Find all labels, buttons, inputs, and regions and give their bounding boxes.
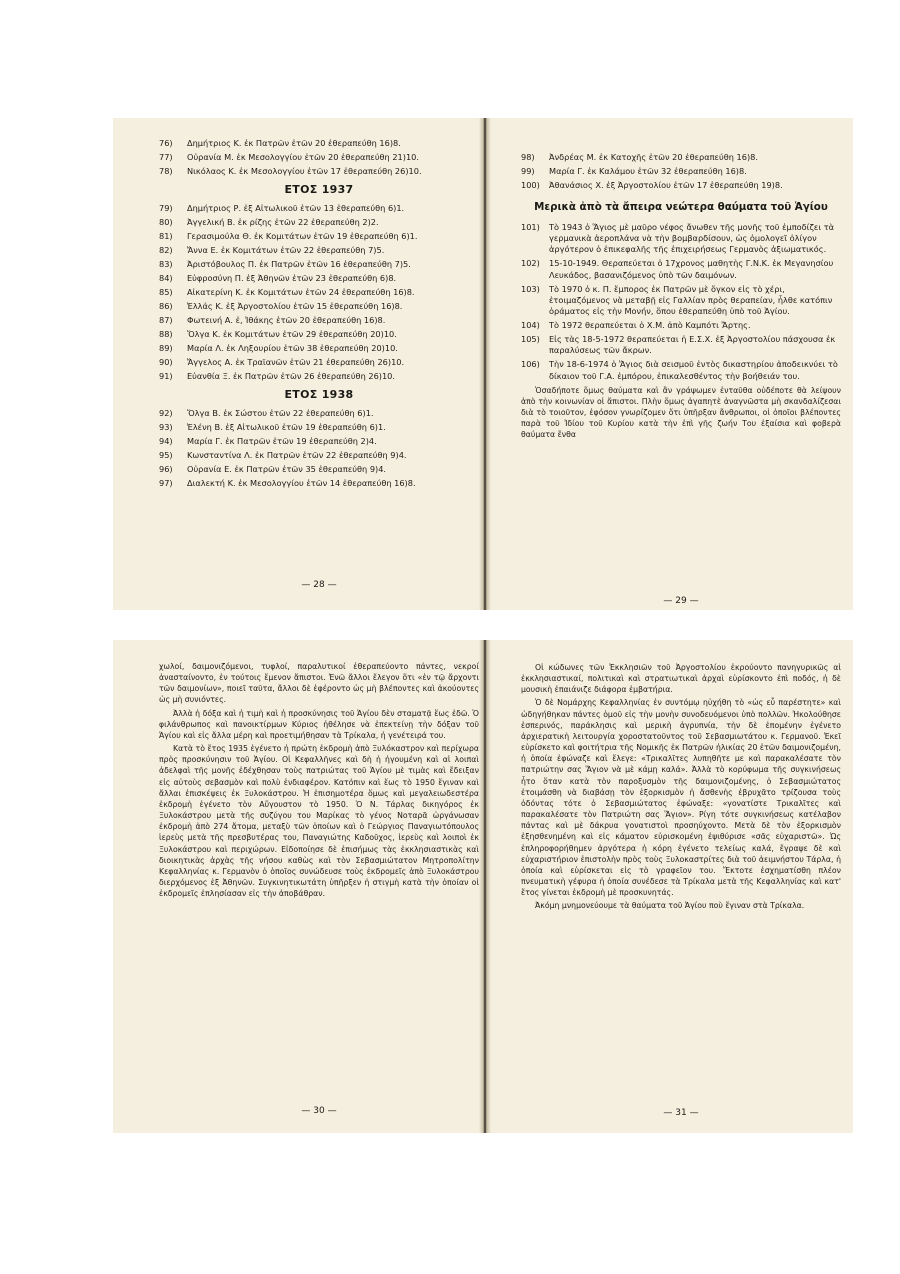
list-item	[159, 371, 479, 382]
entry-text: Ὄλγα Κ. ἐκ Κομιτάτων ἐτῶν 29 ἐθεραπεύθη 20)10.	[187, 329, 397, 340]
entry-number: 105)	[521, 334, 540, 345]
top-spread	[113, 118, 853, 610]
entry-text: Δημήτριος Ρ. ἐξ Αἰτωλικοῦ ἐτῶν 13 ἐθεραπεύθη 6)1.	[187, 203, 405, 214]
entry-number: 80)	[159, 217, 173, 228]
entry-text: Ὄλγα Β. ἐκ Σώστου ἐτῶν 22 ἐθεραπεύθη 6)1.	[187, 408, 374, 419]
page-31-paragraph-2: Ὁ δὲ Νομάρχης Κεφαλληνίας ἐν συντόμῳ ηὐχήθη τὸ «ὡς εὖ παρέστητε» καὶ ὡδηγήθηκαν πάντες ὁμοῦ εἰς τὴν μονὴν συνοδευόμενοι ὑπὸ πολλῶν. Ἠκολούθησε ἑσπερινός, παράκλησις καὶ μερικὴ ἀγρυπνία, τὴν δὲ ἑπομένην ἐγένετο ἀρχιερατικὴ λειτουργία χοροστατοῦντος τοῦ Σεβασμιωτάτου κ. Γερμανοῦ. Ἐκεῖ εὑρίσκετο καὶ φοιτήτρια τῆς Νομικῆς ἐκ Πατρῶν ἡλικίας 20 ἐτῶν δαιμονιζομένη, ἡ ὁποία ἐφώναζε καὶ ἔλεγε: «Τρικαλῖτες λυπηθῆτε με καὶ παρακαλέσατε τὸν πατριώτην σας Ἅγιον νὰ μὲ κάμῃ καλά». Ἀλλὰ τὸ κορύφωμα τῆς συγκινήσεως ἦτο ὅταν κατὰ τὸν παροξυσμὸν τῆς δαιμονιζομένης, ὁ Σεβασμιώτατος ἑτοιμάσθη νὰ διαβάσῃ τὸν ἐξορκισμὸν ἡ ἄσθενὴς ἐβρυχᾶτο τρίζουσα τοὺς ὀδόντας τότε ὁ Σεβασμιώτατος ἐφώναξε: «γονατίστε Τρικαλῖτες καὶ παρακαλέσατε τὸν Πατριώτη σας Ἅγιον». Ρίγη τότε συγκινήσεως κατέλαβον πάντας καὶ μὲ δάκρυα γονατιστοὶ προσηύχοντο. Μετὰ δὲ τὸν ἐξορκισμὸν ἐξησθενημένη καὶ εἰς κάματον εὑρισκομένη ἐψιθύρισε «σᾶς εὐχαριστῶ». Ὡς ἐπληροφορήθημεν ἀργότερα ἡ κόρη ἐγένετο τελείως καλά, ἔγραψε δὲ καὶ εὐχαριστήριον ἐπιστολὴν πρὸς τοὺς Ξυλοκαστρίτες διὰ τοῦ ἀειμνήστου Τάρλα, ἡ ὁποία καὶ εὑρίσκεται εἰς τὸ γραφεῖον του. Ἔκτοτε ἐσχηματίσθη πλέον πνευματικὴ γέφυρα ἡ ὁποία συνέδεσε τὰ Τρίκαλα μετὰ τῆς Κεφαλληνίας καὶ κατ' ἔτος γίνεται ἐκδρομὴ μὲ προσκυνητάς.	[521, 698, 841, 898]
entry-number: 101)	[521, 221, 540, 232]
entry-text: Οὐρανία Μ. ἐκ Μεσολογγίου ἐτῶν 20 ἐθεραπεύθη 21)10.	[187, 151, 419, 162]
folio-31: — 31 —	[663, 1108, 699, 1118]
entry-text: 15-10-1949. Θεραπεύεται ὁ 17χρονος μαθητὴς Γ.Ν.Κ. ἐκ Μεγανησίου Λευκάδος, βασανιζόμενος ὑπὸ τῶν δαιμόνων.	[549, 258, 834, 280]
entry-number: 97)	[159, 478, 173, 489]
entry-number: 79)	[159, 203, 173, 214]
entry-text: Τὸ 1943 ὁ Ἅγιος μὲ μαῦρο νέφος ἄνωθεν τῆς μονῆς τοῦ ἐμποδίζει τὰ γερμανικὰ ἀεροπλάνα νὰ τὴν βομβαρδίσουν, ὡς ὁμολογεῖ ὀλίγον ἀργότερον ὁ ἐπικεφαλῆς τῆς ἐπιχειρήσεως Γερμανὸς ἀξιωματικός.	[549, 221, 835, 255]
entry-number: 84)	[159, 273, 173, 284]
book-spine-lower	[479, 640, 491, 1133]
list-item	[159, 343, 479, 354]
list-item	[159, 217, 479, 228]
entry-number: 90)	[159, 357, 173, 368]
folio-30: — 30 —	[301, 1106, 337, 1116]
entry-number: 94)	[159, 436, 173, 447]
list-item	[159, 422, 479, 433]
book-spine	[479, 118, 491, 610]
entry-number: 78)	[159, 165, 173, 176]
entry-text: Ἀνδρέας Μ. ἐκ Κατοχῆς ἐτῶν 20 ἐθεραπεύθη 16)8.	[549, 152, 758, 162]
entry-text: Εὐφροσύνη Π. ἐξ Ἀθηνῶν ἐτῶν 23 ἐθεραπεύθη 6)8.	[187, 273, 397, 284]
entry-number: 87)	[159, 315, 173, 326]
list-item	[159, 450, 479, 461]
page-30-paragraph-2: Ἀλλὰ ἡ δόξα καὶ ἡ τιμὴ καὶ ἡ προσκύνησις τοῦ Ἁγίου δὲν σταματᾷ ἕως ἐδῶ. Ὁ φιλάνθρωπος καὶ πανοικτίρμων Κύριος ἠθέλησε νὰ ἐπεκτείνῃ τὴν δόξαν τοῦ Ἁγίου καὶ εἰς ἄλλα μέρη καὶ προετιμήθησαν τὰ Τρίκαλα, ἡ γενέτειρά του.	[159, 708, 479, 740]
list-item	[521, 166, 841, 177]
entry-number: 77)	[159, 151, 173, 162]
entry-number: 82)	[159, 245, 173, 256]
bottom-spread	[113, 640, 853, 1133]
page-30-paragraph-3: Κατὰ τὸ ἔτος 1935 ἐγένετο ἡ πρώτη ἐκδρομὴ ἀπὸ Ξυλόκαστρον καὶ περίχωρα πρὸς προσκύνησιν τοῦ Ἁγίου. Οἱ Κεφαλλῆνες καὶ δὴ ἡ ἡγουμένη καὶ αἱ λοιπαὶ ἀδελφαὶ τῆς μονῆς ἐδέχθησαν τοὺς πατριώτας τοῦ Ἁγίου μὲ τιμὰς καὶ ἔδειξαν εἰς αὐτοὺς σεβασμὸν καὶ πολὺ ἐνδιαφέρον. Κατόπιν καὶ ἕως τὸ 1950 ἔγιναν καὶ ἄλλαι ἐπισκέψεις ἐκ Ξυλοκάστρου. Ἡ ἐπισημοτέρα ὅμως καὶ μεγαλειωδεστέρα ἐκδρομὴ ἐγένετο τὸν Αὔγουστον τὸ 1950. Ὁ Ν. Τάρλας δικηγόρος ἐκ Ξυλοκάστρου μετὰ τῆς συζύγου του Μαρίκας τὸ γένος Νοταρᾶ ὠργάνωσαν ἐκδρομὴ ἀπὸ 274 ἄτομα, μεταξὺ τῶν ὁποίων καὶ ὁ Γεώργιος Παναγιωτόπουλος ἱερεὺς μετὰ τῆς πρεσβυτέρας του, Παναγιώτης Καδοῦχος, ἱερεὺς καὶ λοιποὶ ἐκ Ξυλοκάστρου καὶ περιχώρων. Εἰδοποίησε δὲ ἐπισήμως τὰς ἐκκλησιαστικὰς καὶ διοικητικὰς ἀρχὰς τῆς νήσου καθὼς καὶ τὸν Σεβασμιώτατον Μητροπολίτην Κεφαλληνίας κ. Γερμανὸν ὁ ὁποῖος συνώδευσε τοὺς ἐκδρομεῖς ἀπὸ Ξυλοκάστρου διερχόμενος ἐξ Ἀθηνῶν. Συγκινητικωτάτη ὑπῆρξεν ἡ στιγμὴ κατὰ τὴν ὁποίαν οἱ ἐκδρομεῖς ἐπλησίασαν εἰς τὴν ἀποβάθραν.	[159, 744, 479, 899]
entry-text: Διαλεκτή Κ. ἐκ Μεσολογγίου ἐτῶν 14 ἐθεραπεύθη 16)8.	[187, 478, 416, 489]
page-31-paragraph-1: Οἱ κώδωνες τῶν Ἐκκλησιῶν τοῦ Ἀργοστολίου ἐκρούοντο πανηγυρικῶς αἱ ἐκκλησιαστικαί, πολιτικαὶ καὶ στρατιωτικαὶ ἀρχαὶ εὑρίσκοντο ἐπὶ ποδός, ἡ δὲ μουσικὴ ἐπαιάνιζε διάφορα ἐμβατήρια.	[521, 663, 841, 695]
page-29-paragraph: Ὁσαδήποτε ὅμως θαύματα καὶ ἂν γράψωμεν ἐνταῦθα οὐδέποτε θὰ λείψουν ἀπὸ τὴν κοινωνίαν οἱ ἄπιστοι. Πλὴν ὅμως ἀγαπητὲ ἀναγνῶστα μὴ σκανδαλίζεσαι διὰ τὸ τοιοῦτον, ἐφόσον γνωρίζομεν ὅτι ὑπῆρξαν ἄνθρωποι, οἱ ὁποῖοι βλέποντες παρὰ τοῦ Ἰδίου τοῦ Κυρίου κατὰ τὴν ἐπὶ γῆς ζωήν Του ἐξαίσια καὶ φοβερὰ θαύματα ἔνθα	[521, 385, 841, 440]
page-31-paragraph-3: Ἀκόμη μνημονεύουμε τὰ θαύματα τοῦ Ἁγίου ποὺ ἔγιναν στὰ Τρίκαλα.	[535, 901, 805, 911]
entry-number: 95)	[159, 450, 173, 461]
entries-1937	[159, 203, 479, 382]
entry-text: Τὸ 1972 θεραπεύεται ὁ Χ.Μ. ἀπὸ Καμπότι Ἄρτης.	[549, 320, 751, 331]
entry-text: Κωνσταντίνα Λ. ἐκ Πατρῶν ἐτῶν 22 ἐθεραπεύθη 9)4.	[187, 450, 407, 461]
list-item	[159, 273, 479, 284]
entry-text: Νικόλαος Κ. ἐκ Μεσολογγίου ἐτῶν 17 ἐθεραπεύθη 26)10.	[187, 165, 422, 176]
entry-text: Γερασιμούλα Θ. ἐκ Κομιτάτων ἐτῶν 19 ἐθεραπεύθη 6)1.	[187, 231, 418, 242]
entry-number: 103)	[521, 283, 540, 294]
entry-number: 86)	[159, 301, 173, 312]
list-item	[159, 301, 479, 312]
entry-number: 89)	[159, 343, 173, 354]
entry-text: Αἰκατερίνη Κ. ἐκ Κομιτάτων ἐτῶν 24 ἐθεραπεύθη 16)8.	[187, 287, 415, 298]
entry-number: 100)	[521, 179, 540, 190]
list-item	[159, 287, 479, 298]
page-28-content	[159, 138, 479, 492]
entry-text: Δημήτριος Κ. ἐκ Πατρῶν ἐτῶν 20 ἐθεραπεύθη 16)8.	[187, 138, 401, 148]
page-31	[521, 640, 841, 1133]
page-29-content	[521, 152, 841, 443]
entry-text: Μαρία Γ. ἐκ Καλάμου ἐτῶν 32 ἐθεραπεύθη 16)8.	[549, 165, 747, 176]
list-item	[159, 166, 479, 177]
list-item	[521, 284, 841, 318]
list-item	[521, 222, 841, 256]
entry-text: Μαρία Λ. ἐκ Ληξουρίου ἐτῶν 38 ἐθεραπεύθη 20)10.	[187, 343, 398, 354]
entry-text: Τὴν 18-6-1974 ὁ Ἅγιος διὰ σεισμοῦ ἐντὸς δικαστηρίου ἀποδεικνύει τὸ δίκαιον τοῦ Γ.Α. ἐμπόρου, ἐπικαλεσθέντος τὴν βοήθειάν του.	[549, 359, 838, 381]
page-30-content	[159, 661, 479, 901]
entry-number: 92)	[159, 408, 173, 419]
list-item	[159, 203, 479, 214]
entry-number: 85)	[159, 287, 173, 298]
entry-number: 83)	[159, 259, 173, 270]
entry-text: Οὐρανία Ε. ἐκ Πατρῶν ἐτῶν 35 ἐθεραπεύθη 9)4.	[187, 464, 387, 475]
entry-number: 98)	[521, 152, 535, 162]
year-heading-1937: ΕΤΟΣ 1937	[284, 183, 354, 197]
entry-number: 93)	[159, 422, 173, 433]
year-heading-1938: ΕΤΟΣ 1938	[284, 388, 354, 402]
list-item	[159, 436, 479, 447]
folio-29: — 29 —	[663, 596, 699, 606]
entry-number: 99)	[521, 165, 535, 176]
folio-28: — 28 —	[301, 580, 337, 590]
page-30	[159, 640, 479, 1133]
entry-number: 88)	[159, 329, 173, 340]
entry-text: Εἰς τὰς 18-5-1972 θεραπεύεται ἡ Ε.Σ.Χ. ἐξ Ἀργοστολίου πάσχουσα ἐκ παραλύσεως τῶν ἄκρων.	[549, 334, 836, 356]
entry-number: 102)	[521, 258, 540, 269]
entry-text: Ἄγγελος Α. ἐκ Τραϊανῶν ἐτῶν 21 ἐθεραπεύθη 26)10.	[187, 357, 405, 368]
entry-text: Φωτεινή Α. ἐ, Ἰθάκης ἐτῶν 20 ἐθεραπεύθη 16)8.	[187, 315, 386, 326]
list-item	[159, 329, 479, 340]
page-31-content	[521, 662, 841, 913]
list-item	[159, 408, 479, 419]
entry-text: Ἀγγελική Β. ἐκ ρίζης ἐτῶν 22 ἐθεραπεύθη 2)2.	[187, 217, 379, 228]
entry-number: 104)	[521, 320, 540, 331]
entries-1938-continued	[521, 152, 841, 191]
entry-number: 81)	[159, 231, 173, 242]
list-item	[521, 334, 841, 357]
entry-number: 91)	[159, 371, 173, 382]
page-30-paragraph-1: χωλοί, δαιμονιζόμενοι, τυφλοί, παραλυτικοί ἐθεραπεύοντο πάντες, νεκροί ἀνασταίνοντο, ἐν τούτοις ἔμενον ἄπιστοι. Ἐνῶ ἄλλοι ἔλεγον ὅτι «ἐν τῷ ἄρχοντι τῶν δαιμονίων», ποιεῖ ταῦτα, ἄλλοι δὲ ἐφέροντο ὡς μὴ βλέποντες καὶ ἀκούοντες ὡς μὴ συνιόντες.	[159, 662, 479, 705]
list-item	[521, 180, 841, 191]
list-item	[159, 464, 479, 475]
entry-number: 106)	[521, 359, 540, 370]
list-item	[521, 359, 841, 382]
list-item	[159, 478, 479, 489]
entry-text: Ἑλλάς Κ. ἐξ Ἀργοστολίου ἐτῶν 15 ἐθεραπεύθη 16)8.	[187, 301, 403, 312]
list-item	[159, 259, 479, 270]
list-item	[521, 258, 841, 281]
recent-miracles-list	[521, 222, 841, 382]
entry-number: 76)	[159, 138, 173, 148]
list-item	[521, 320, 841, 331]
entry-text: Τὸ 1970 ὁ κ. Π. ἔμπορος ἐκ Πατρῶν μὲ ὄγκον εἰς τὸ χέρι, ἑτοιμαζόμενος νὰ μεταβῇ εἰς Γαλλίαν πρὸς θεραπείαν, ἦλθε κατόπιν ὁράματος εἰς τὴν Μονήν, ὅπου ἐθεραπεύθη ὑπὸ τοῦ Ἁγίου.	[549, 283, 833, 317]
entry-text: Μαρία Γ. ἐκ Πατρῶν ἐτῶν 19 ἐθεραπεύθη 2)4.	[187, 436, 377, 447]
entry-text: Ἑλένη Β. ἐξ Αἰτωλικοῦ ἐτῶν 19 ἐθεραπεύθη 6)1.	[187, 422, 386, 433]
list-item	[159, 315, 479, 326]
entries-1938	[159, 408, 479, 489]
list-item	[521, 152, 841, 163]
list-item	[159, 245, 479, 256]
entry-text: Ἀθανάσιος Χ. ἐξ Ἀργοστολίου ἐτῶν 17 ἐθεραπεύθη 19)8.	[549, 179, 783, 190]
miracles-heading: Μερικὰ ἀπὸ τὰ ἄπειρα νεώτερα θαύματα τοῦ Ἁγίου	[534, 201, 828, 214]
entry-text: Ἄννα Ε. ἐκ Κομιτάτων ἐτῶν 22 ἐθεραπεύθη 7)5.	[187, 245, 385, 256]
entry-text: Εὐανθία Ξ. ἐκ Πατρῶν ἐτῶν 26 ἐθεραπεύθη 26)10.	[187, 371, 395, 382]
list-item	[159, 152, 479, 163]
list-item	[159, 138, 479, 149]
entries-1936	[159, 138, 479, 177]
list-item	[159, 357, 479, 368]
entry-text: Ἀριστόβουλος Π. ἐκ Πατρῶν ἐτῶν 16 ἐθεραπεύθη 7)5.	[187, 259, 411, 270]
list-item	[159, 231, 479, 242]
page-29	[521, 118, 841, 610]
page-28	[159, 118, 479, 610]
entry-number: 96)	[159, 464, 173, 475]
